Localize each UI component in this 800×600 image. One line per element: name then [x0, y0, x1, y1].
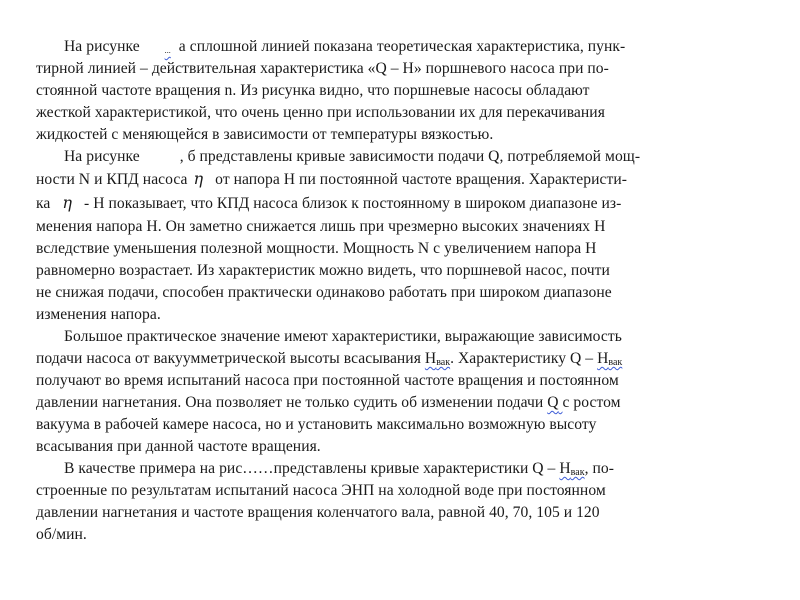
text-line: всасывания при данной частоте вращения. — [36, 438, 321, 455]
text-line: изменения напора. — [36, 306, 161, 323]
text-line: На рисунке ... а сплошной линией показана теоретическая характеристика, пунк- — [64, 38, 626, 55]
text-line: жидкостей с меняющейся в зависимости от температуры вязкостью. — [36, 126, 494, 143]
text-line: Большое практическое значение имеют характеристики, выражающие зависимость — [64, 328, 622, 345]
text-line: строенные по результатам испытаний насоса ЭНП на холодной воде при постоянном — [36, 482, 606, 499]
text-line: стоянной частоте вращения n. Из рисунка видно, что поршневые насосы обладают — [36, 82, 590, 99]
text-line: получают во время испытаний насоса при постоянной частоте вращения и постоянном — [36, 372, 619, 389]
text-line: подачи насоса от вакуумметрической высоты всасывания $H_{вак}$. Характеристику Q – $H_{вак}$ — [36, 350, 623, 368]
text-line: ности N и КПД насоса η от напора H пи постоянной частоте вращения. Характеристи- — [36, 169, 627, 188]
text-line: вакуума в рабочей камере насоса, но и установить максимально возможную высоту — [36, 416, 597, 433]
eta-symbol: η — [62, 193, 73, 212]
missing-reference: ... — [164, 46, 171, 55]
h-vak-symbol: $H_{вак}$ — [597, 350, 623, 368]
text-line: тирной линией – действительная характеристика «Q – H» поршневого насоса при по- — [36, 60, 609, 77]
text-line: На рисунке , б представлены кривые зависимости подачи Q, потребляемой мощ- — [64, 148, 641, 165]
text-line: менения напора H. Он заметно снижается лишь при чрезмерно высоких значениях H — [36, 218, 606, 235]
text-line: равномерно возрастает. Из характеристик можно видеть, что поршневой насос, почти — [36, 262, 610, 279]
q-symbol: Q — [547, 394, 559, 411]
text-line: давлении нагнетания и частоте вращения коленчатого вала, равной 40, 70, 105 и 120 — [36, 504, 600, 521]
text-line: об/мин. — [36, 526, 87, 543]
eta-symbol: η — [193, 169, 204, 188]
text-line: В качестве примера на рис……представлены кривые характеристики Q – $H_{вак}$, по- — [64, 460, 614, 478]
h-vak-symbol: $H_{вак}$ — [559, 460, 585, 478]
h-vak-symbol: $H_{вак}$ — [424, 350, 451, 368]
text-line: не снижая подачи, способен практически одинаково работать при широком диапазоне — [36, 284, 612, 301]
text-line: жесткой характеристикой, что очень ценно при использовании их для перекачивания — [36, 104, 605, 121]
text-line: ка η - H показывает, что КПД насоса близок к постоянному в широком диапазоне из- — [36, 193, 622, 212]
text-line: вследствие уменьшения полезной мощности. Мощность N с увеличением напора H — [36, 240, 597, 257]
text-line: давлении нагнетания. Она позволяет не только судить об изменении подачи Q с ростом — [36, 394, 621, 411]
